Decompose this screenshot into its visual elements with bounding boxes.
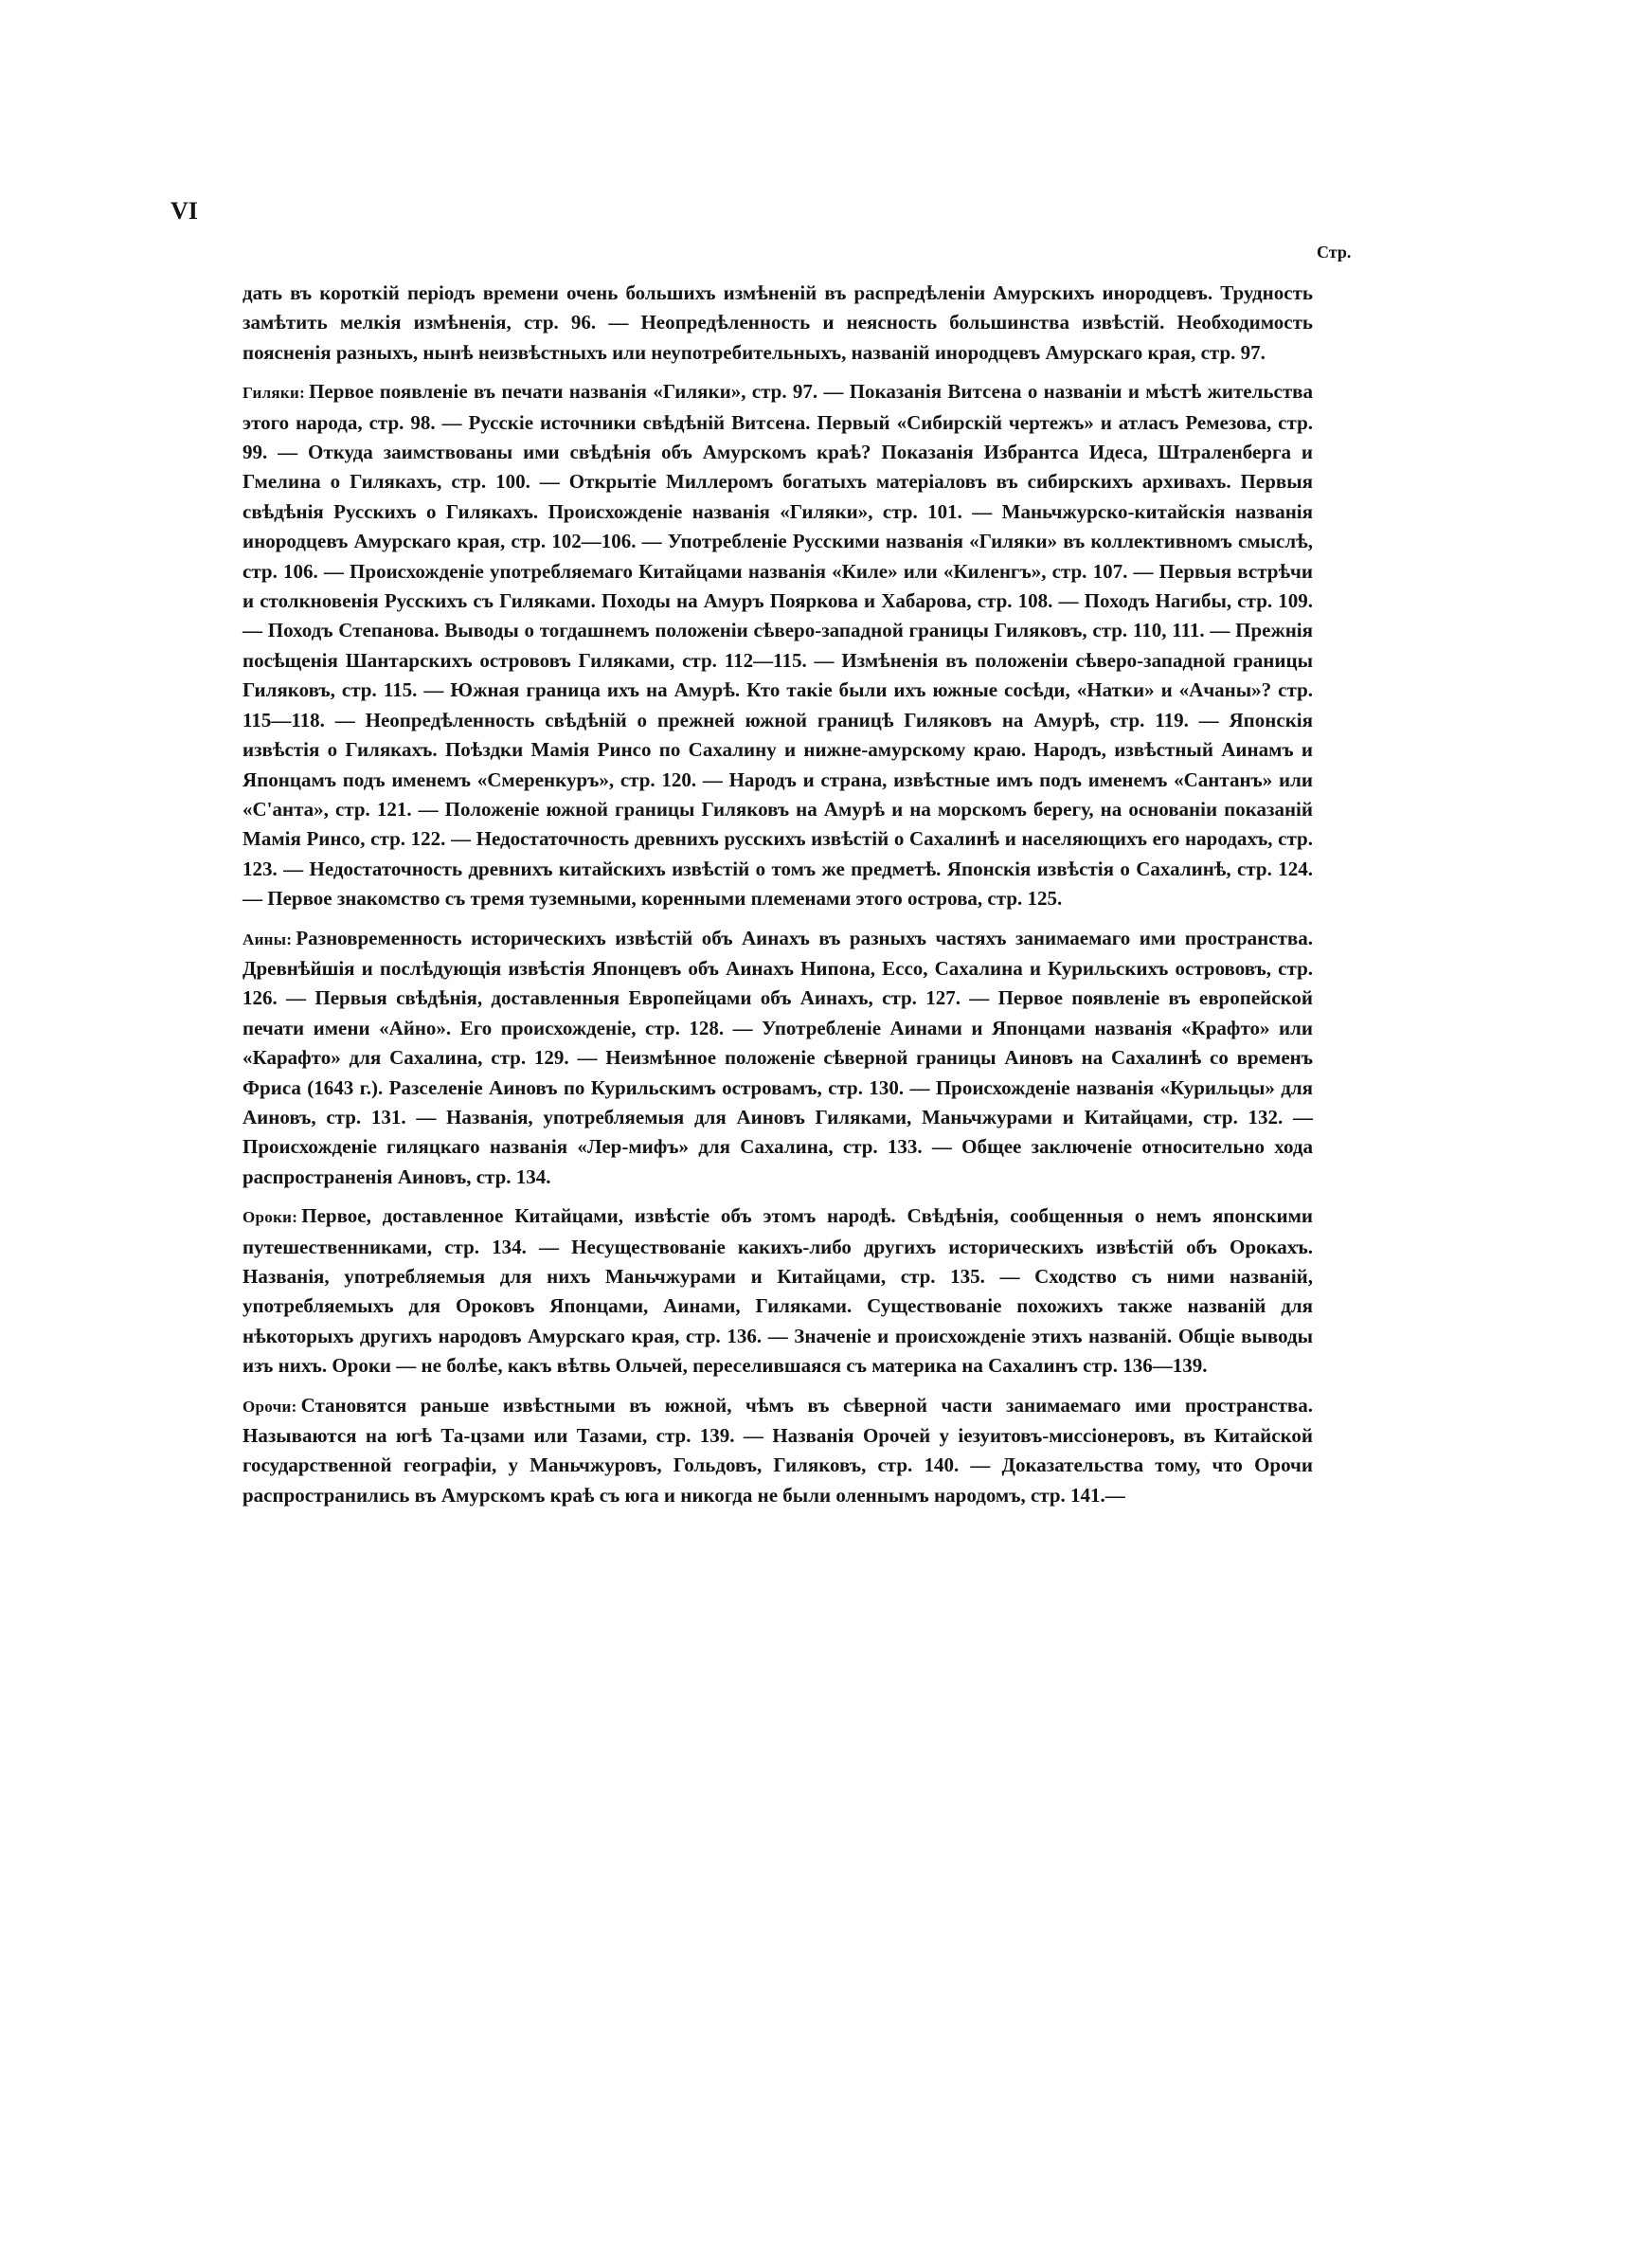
entry-gilyaki (242, 377, 1313, 913)
entry-text: Первое появленіе въ печати названія «Гиляки», стр. 97. — Показанія Витсена о названіи и мѣстѣ жительства этого народа, стр. 98. — Русскіе источники свѣдѣній Витсена. Первый «Сибирскій чертежъ» и атласъ Ремезова, стр. 99. — Откуда заимствованы ими свѣдѣнія объ Амурскомъ краѣ? Показанія Избрантса Идеса, Штраленберга и Гмелина о Гилякахъ, стр. 100. — Открытіе Миллеромъ богатыхъ матеріаловъ въ сибирскихъ архивахъ. Первыя свѣдѣнія Русскихъ о Гилякахъ. Происхожденіе названія «Гиляки», стр. 101. — Маньчжурско-китайскія названія инородцевъ Амурскаго края, стр. 102—106. — Употребленіе Русскими названія «Гиляки» въ коллективномъ смыслѣ, стр. 106. — Происхожденіе употребляемаго Китайцами названія «Киле» или «Киленгъ», стр. 107. — Первыя встрѣчи и столкновенія Русскихъ съ Гиляками. Походы на Амуръ Пояркова и Хабарова, стр. 108. — Походъ Нагибы, стр. 109. — Походъ Степанова. Выводы о тогдашнемъ положеніи сѣверо-западной границы Гиляковъ, стр. 110, 111. — Прежнія посѣщенія Шантарскихъ острововъ Гиляками, стр. 112—115. — Измѣненія въ положеніи сѣверо-западной границы Гиляковъ, стр. 115. — Южная граница ихъ на Амурѣ. Кто такіе были ихъ южные сосѣди, «Натки» и «Ачаны»? стр. 115—118. — Неопредѣленность свѣдѣній о прежней южной границѣ Гиляковъ на Амурѣ, стр. 119. — Японскія извѣстія о Гилякахъ. Поѣздки Мамія Ринсо по Сахалину и нижне-амурскому краю. Народъ, извѣстный Аинамъ и Японцамъ подъ именемъ «Смеренкуръ», стр. 120. — Народъ и страна, извѣстные имъ подъ именемъ «Сантанъ» или «С'анта», стр. 121. — Положеніе южной границы Гиляковъ на Амурѣ и на морскомъ берегу, на основаніи показаній Мамія Ринсо, стр. 122. — Недостаточность древнихъ русскихъ извѣстій о Сахалинѣ и населяющихъ его народахъ, стр. 123. — Недостаточность древнихъ китайскихъ извѣстій о томъ же предметѣ. Японскія извѣстія о Сахалинѣ, стр. 124. — Первое знакомство съ тремя туземными, коренными племенами этого острова, стр. 125. (242, 380, 1313, 911)
table-of-contents-body (242, 279, 1313, 1520)
entry-heading: Аины: (242, 930, 293, 948)
entry-orochi (242, 1391, 1313, 1511)
entry-heading: Гиляки: (242, 384, 306, 403)
intro-paragraph: дать въ короткій періодъ времени очень большихъ измѣненій въ распредѣленіи Амурскихъ инородцевъ. Трудность замѣтить мелкія измѣненія, стр. 96. — Неопредѣленность и неясность большинства извѣстій. Необходимость поясненія разныхъ, нынѣ неизвѣстныхъ или неупотребительныхъ, названій инородцевъ Амурскаго края, стр. 97. (242, 281, 1313, 364)
entry-heading: Орочи: (242, 1397, 297, 1416)
entry-heading: Ороки: (242, 1208, 298, 1227)
entry-text: Разновременность историческихъ извѣстій объ Аинахъ въ разныхъ частяхъ занимаемаго ими пространства. Древнѣйшія и послѣдующія извѣстія Японцевъ объ Аинахъ Нипона, Ессо, Сахалина и Курильскихъ острововъ, стр. 126. — Первыя свѣдѣнія, доставленныя Европейцами объ Аинахъ, стр. 127. — Первое появленіе въ европейской печати имени «Айно». Его происхожденіе, стр. 128. — Употребленіе Аинами и Японцами названія «Крафто» или «Карафто» для Сахалина, стр. 129. — Неизмѣнное положеніе сѣверной границы Аиновъ на Сахалинѣ со временъ Фриса (1643 г.). Разселеніе Аиновъ по Курильскимъ островамъ, стр. 130. — Происхожденіе названія «Курильцы» для Аиновъ, стр. 131. — Названія, употребляемыя для Аиновъ Гиляками, Маньчжурами и Китайцами, стр. 132. — Происхожденіе гиляцкаго названія «Лер-мифъ» для Сахалина, стр. 133. — Общее заключеніе относительно хода распространенія Аиновъ, стр. 134. (242, 926, 1313, 1188)
page-column-label: Стр. (1317, 243, 1352, 262)
entry-text: Становятся раньше извѣстными въ южной, чѣмъ въ сѣверной части занимаемаго ими пространства. Называются на югѣ Та-цзами или Тазами, стр. 139. — Названія Орочей у іезуитовъ-миссіонеровъ, въ Китайской государственной географіи, у Маньчжуровъ, Гольдовъ, Гиляковъ, стр. 140. — Доказательства тому, что Орочи распространились въ Амурскомъ краѣ съ юга и никогда не были оленнымъ народомъ, стр. 141.— (242, 1393, 1313, 1507)
page-number: VI (171, 197, 198, 225)
entry-text: Первое, доставленное Китайцами, извѣстіе объ этомъ народѣ. Свѣдѣнія, сообщенныя о немъ японскими путешественниками, стр. 134. — Несуществованіе какихъ-либо другихъ историческихъ извѣстій объ Орокахъ. Названія, употребляемыя для нихъ Маньчжурами и Китайцами, стр. 135. — Сходство съ ними названій, употребляемыхъ для Ороковъ Японцами, Аинами, Гиляками. Существованіе похожихъ также названій для нѣкоторыхъ другихъ народовъ Амурскаго края, стр. 136. — Значеніе и происхожденіе этихъ названій. Общіе выводы изъ нихъ. Ороки — не болѣе, какъ вѣтвь Ольчей, переселившаяся съ материка на Сахалинъ стр. 136—139. (242, 1204, 1313, 1378)
entry-oroki (242, 1201, 1313, 1381)
entry-ainy (242, 924, 1313, 1193)
